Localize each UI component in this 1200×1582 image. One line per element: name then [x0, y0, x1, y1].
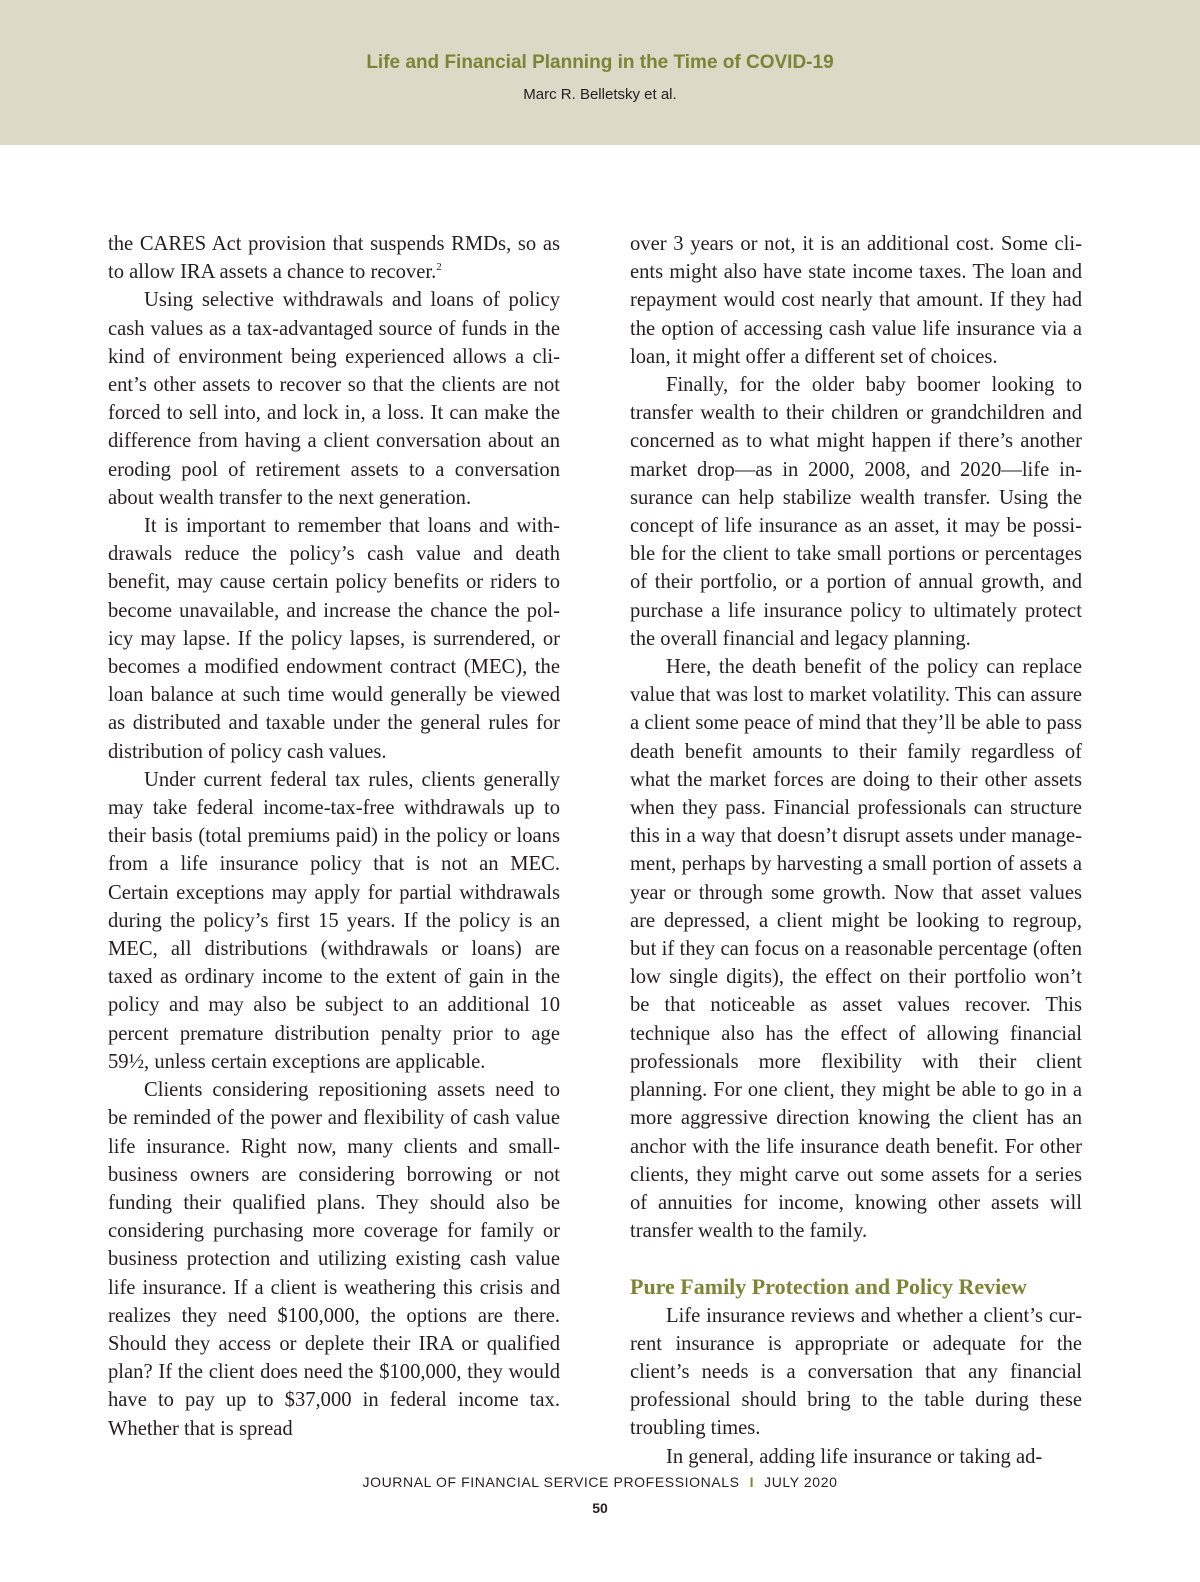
footnote-marker: 2 — [436, 261, 442, 274]
paragraph: It is important to remember that loans and withdrawals reduce the policy’s cash value and death benefit, may cause certain policy benefits or riders to become unavailable, and increase the chance the policy may lapse. If the policy lapses, is surrendered, or becomes a modified endowment contract (MEC), the loan balance at such time would generally be viewed as distributed and taxable under the general rules for distribution of policy cash values. — [108, 515, 560, 763]
paragraph: In general, adding life insurance or taking ad- — [666, 1445, 1043, 1468]
footer-separator: I — [749, 1474, 755, 1490]
section-heading: Pure Family Protection and Policy Review — [630, 1274, 1027, 1300]
issue-date: JULY 2020 — [764, 1474, 838, 1490]
paragraph-text: the CARES Act provision that suspends RMDs, so as to allow IRA assets a chance to recover. — [108, 233, 560, 284]
paragraph: Finally, for the older baby boomer looking to transfer wealth to their children or grandchildren and concerned as to what might happen if there’s another market drop—as in 2000, 2008, and 2020—life insurance can help stabilize wealth transfer. Using the concept of life insurance as an asset, it may be possible for the client to take small portions or percentages of their portfolio, or a portion of annual growth, and purchase a life insurance policy to ultimately protect the overall financial and legacy planning. — [630, 374, 1082, 650]
paragraph — [108, 230, 560, 286]
page-number: 50 — [592, 1500, 608, 1516]
paragraph: Clients considering repositioning assets need to be reminded of the power and flexibility of cash value life insurance. Right now, many clients and small-business owners are considering borrowing or not funding their qualified plans. They should also be considering purchasing more coverage for family or business protection and utilizing existing cash value life insurance. If a client is weathering this crisis and realizes they need $100,000, the options are there. Should they access or deplete their IRA or qualified plan? If the client does need the $100,000, they would have to pay up to $37,000 in federal income tax. Whether that is spread — [108, 1079, 560, 1440]
right-column — [630, 230, 1082, 1471]
paragraph: over 3 years or not, it is an additional cost. Some clients might also have state income taxes. The loan and repayment would cost nearly that amount. If they had the option of accessing cash value life insurance via a loan, it might offer a different set of choices. — [630, 233, 1082, 368]
running-title: Life and Financial Planning in the Time of COVID-19 — [366, 52, 834, 73]
paragraph: Here, the death benefit of the policy can replace value that was lost to market volatility. This can assure a client some peace of mind that they’ll be able to pass death benefit amounts to their family regardless of what the market forces are doing to their other assets when they pass. Financial professionals can structure this in a way that doesn’t disrupt assets under management, perhaps by harvesting a small portion of assets a year or through some growth. Now that asset values are depressed, a client might be looking to regroup, but if they can focus on a reasonable percentage (often low single digits), the effect on their portfolio won’t be that noticeable as asset values recover. This technique also has the effect of allowing financial professionals more flexibility with their client planning. For one client, they might be able to go in a more aggressive direction knowing the client has an anchor with the life insurance death benefit. For other clients, they might carve out some assets for a series of annuities for income, knowing other assets will transfer wealth to the family. — [630, 656, 1082, 1243]
paragraph: Life insurance reviews and whether a client’s current insurance is appropriate or adequate for the client’s needs is a conversation that any financial professional should bring to the table during these troubling times. — [630, 1304, 1082, 1440]
left-column — [108, 230, 560, 1443]
paragraph: Using selective withdrawals and loans of policy cash values as a tax-advantaged source of funds in the kind of environment being experienced allows a client’s other assets to recover so that the clients are not forced to sell into, and lock in, a loss. It can make the difference from having a client conversation about an eroding pool of retirement assets to a conversation about wealth transfer to the next generation. — [108, 289, 560, 509]
journal-name: JOURNAL OF FINANCIAL SERVICE PROFESSIONALS — [362, 1474, 740, 1490]
running-authors: Marc R. Belletsky et al. — [523, 86, 677, 103]
footer-journal-line — [0, 1474, 1200, 1490]
paragraph: Under current federal tax rules, clients generally may take federal income-tax-free withdrawals up to their basis (total premiums paid) in the policy or loans from a life insurance policy that is not an MEC. Certain exceptions may apply for partial withdrawals during the policy’s first 15 years. If the policy is an MEC, all distributions (withdrawals or loans) are taxed as ordinary income to the extent of gain in the policy and may also be subject to an additional 10 percent premature distribution penalty prior to age 59½, unless certain exceptions are applicable. — [108, 768, 560, 1073]
